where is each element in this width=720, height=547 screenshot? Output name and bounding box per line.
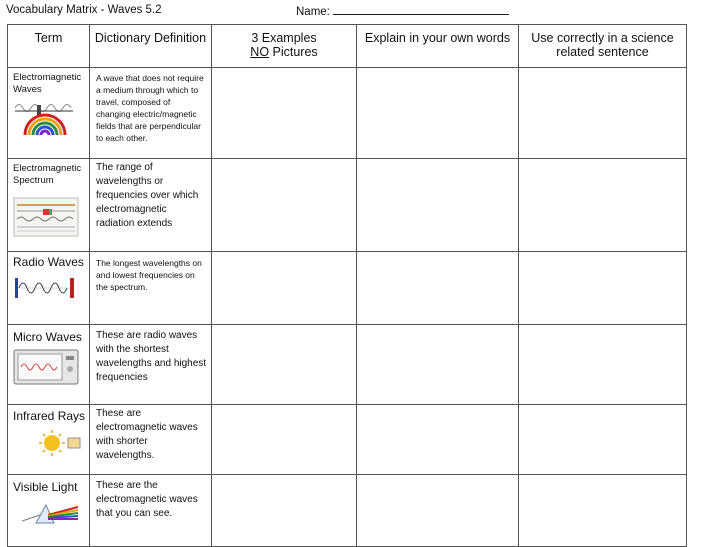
- sentence-answer-cell[interactable]: [519, 159, 687, 252]
- term-cell: [8, 325, 90, 405]
- term-cell: [8, 252, 90, 325]
- spectrum-chart-icon: [13, 197, 79, 237]
- definition-text: The range of wavelengths or frequencies over which electromagnetic radiation extends: [96, 162, 199, 229]
- header-row: [8, 25, 687, 68]
- table-row: [8, 252, 687, 325]
- radio-antenna-diagram-icon: [13, 274, 79, 304]
- sentence-answer-cell[interactable]: [519, 405, 687, 475]
- definition-cell: [90, 405, 212, 475]
- definition-text: These are electromagnetic waves with shorter wavelengths.: [96, 408, 198, 461]
- table-row: [8, 68, 687, 159]
- prism-rainbow-icon: [22, 499, 78, 527]
- microwave-oven-icon: [13, 349, 79, 385]
- term-cell: [8, 68, 90, 159]
- examples-answer-cell[interactable]: [212, 159, 357, 252]
- definition-cell: [90, 252, 212, 325]
- column-header-sentence: Use correctly in a science related sentence: [519, 25, 687, 68]
- explain-answer-cell[interactable]: [357, 159, 519, 252]
- term-text: Radio Waves: [13, 255, 84, 269]
- explain-answer-cell[interactable]: [357, 475, 519, 547]
- sentence-answer-cell[interactable]: [519, 68, 687, 159]
- definition-text: These are the electromagnetic waves that you can see.: [96, 480, 198, 519]
- term-text: Electromagnetic Waves: [13, 72, 82, 95]
- explain-answer-cell[interactable]: [357, 252, 519, 325]
- definition-cell: [90, 475, 212, 547]
- examples-answer-cell[interactable]: [212, 252, 357, 325]
- vocabulary-matrix: [7, 24, 687, 547]
- explain-answer-cell[interactable]: [357, 68, 519, 159]
- table-row: [8, 159, 687, 252]
- em-wave-diagram-icon: [13, 99, 75, 143]
- term-text: Electromagnetic Spectrum: [13, 163, 82, 186]
- explain-answer-cell[interactable]: [357, 405, 519, 475]
- table-row: [8, 405, 687, 475]
- table-row: [8, 325, 687, 405]
- definition-cell: [90, 68, 212, 159]
- name-blank-line[interactable]: [333, 4, 509, 15]
- definition-text: A wave that does not require a medium through which to travel, composed of changing electric/magnetic fields that are perpendicular to each other.: [96, 73, 204, 143]
- table-row: [8, 475, 687, 547]
- name-label: Name:: [296, 6, 334, 18]
- definition-cell: [90, 159, 212, 252]
- column-header-term: Term: [8, 25, 90, 68]
- term-text: Infrared Rays: [13, 409, 86, 423]
- sun-heat-rays-icon: [36, 428, 82, 458]
- sentence-answer-cell[interactable]: [519, 475, 687, 547]
- term-cell: [8, 405, 90, 475]
- column-header-examples: [212, 25, 357, 68]
- examples-answer-cell[interactable]: [212, 325, 357, 405]
- examples-no: NO: [250, 45, 270, 59]
- worksheet-title: Vocabulary Matrix - Waves 5.2: [6, 4, 162, 16]
- definition-cell: [90, 325, 212, 405]
- definition-text: These are radio waves with the shortest wavelengths and highest frequencies: [96, 330, 207, 383]
- column-header-definition: Dictionary Definition: [90, 25, 212, 68]
- term-text: Visible Light: [13, 480, 78, 494]
- name-field: [296, 4, 509, 18]
- definition-text: The longest wavelengths on and lowest frequencies on the spectrum.: [96, 258, 202, 292]
- term-text: Micro Waves: [13, 330, 82, 344]
- term-cell: [8, 159, 90, 252]
- examples-answer-cell[interactable]: [212, 405, 357, 475]
- examples-rest: Pictures: [269, 45, 318, 59]
- examples-answer-cell[interactable]: [212, 68, 357, 159]
- examples-answer-cell[interactable]: [212, 475, 357, 547]
- column-header-explain: Explain in your own words: [357, 25, 519, 68]
- examples-line1: 3 Examples: [251, 31, 317, 45]
- sentence-answer-cell[interactable]: [519, 252, 687, 325]
- explain-answer-cell[interactable]: [357, 325, 519, 405]
- term-cell: [8, 475, 90, 547]
- sentence-answer-cell[interactable]: [519, 325, 687, 405]
